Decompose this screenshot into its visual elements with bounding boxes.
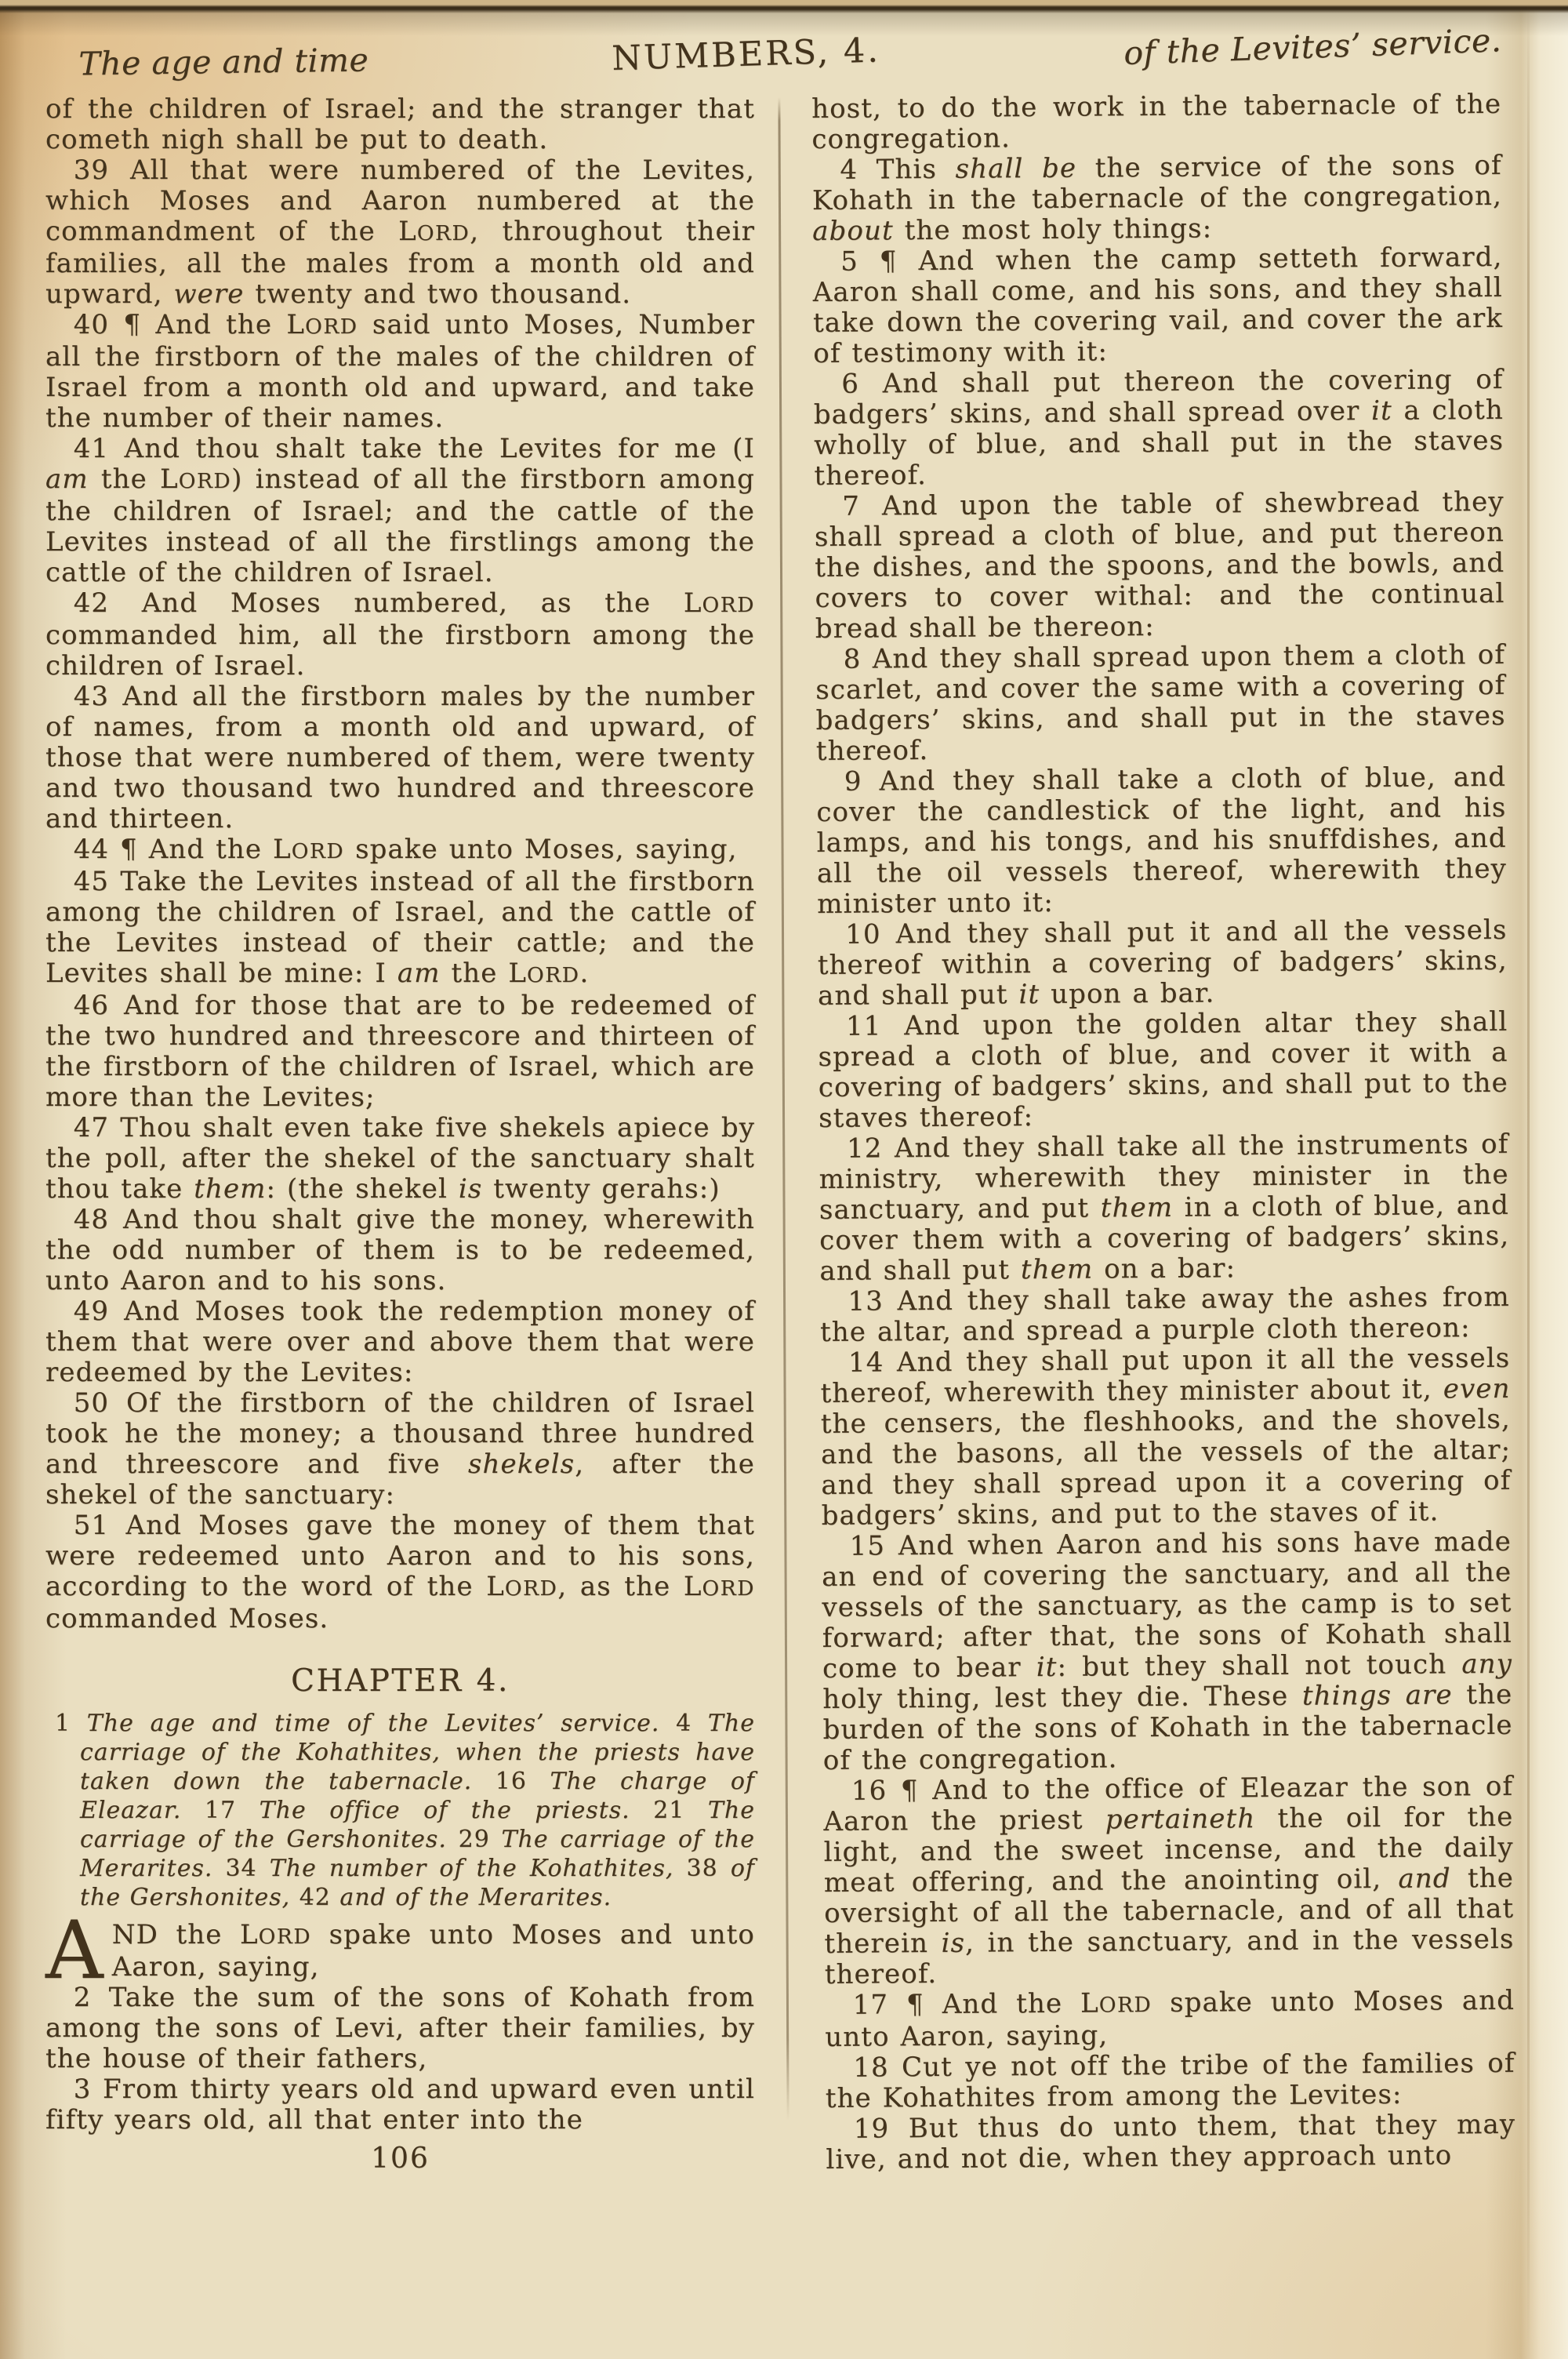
- verse-paragraph: 7 And upon the table of shewbread they shall spread a cloth of blue, and put thereon the dishes, and the spoons, and the bowls, and covers to cover withal: and the continual bread shall be thereon:: [814, 485, 1505, 645]
- verse-paragraph: 11 And upon the golden altar they shall spread a cloth of blue, and cover it with a covering of badgers’ skins, and shall put to the staves thereof:: [818, 1005, 1508, 1134]
- verse-paragraph: 42 And Moses numbered, as the LORD commanded him, all the firstborn among the children of Israel.: [45, 587, 755, 682]
- verse-paragraph: 49 And Moses took the redemption money of them that were over and above them that were redeemed by the Levites:: [45, 1296, 755, 1388]
- verse-paragraph: 40 ¶ And the LORD said unto Moses, Number all the firstborn of the males of the children of Israel from a month old and upward, and take the number of their names.: [45, 309, 755, 434]
- running-head-left: The age and time: [78, 41, 369, 83]
- verses-numbers3: [45, 94, 755, 1634]
- verses-numbers4-cont: [811, 89, 1516, 2175]
- verse-paragraph: 5 ¶ And when the camp setteth forward, Aaron shall come, and his sons, and they shall take down the covering vail, and cover the ark of testimony with it:: [812, 241, 1504, 369]
- verse-paragraph: 45 Take the Levites instead of all the firstborn among the children of Israel, and the cattle of the Levites instead of their cattle; and the Levites shall be mine: I am the LORD.: [45, 866, 755, 989]
- right-column: [811, 89, 1516, 2175]
- chapter-heading: CHAPTER 4.: [291, 1663, 510, 1699]
- verse-paragraph: 48 And thou shalt give the money, wherewith the odd number of them is to be redeemed, unto Aaron and to his sons.: [45, 1204, 755, 1296]
- verse-paragraph: 44 ¶ And the LORD spake unto Moses, saying,: [73, 834, 738, 865]
- verse-paragraph: 17 ¶ And the LORD spake unto Moses and unto Aaron, saying,: [825, 1984, 1515, 2053]
- page-number: 106: [371, 2143, 430, 2175]
- verse-paragraph: 47 Thou shalt even take five shekels apiece by the poll, after the shekel of the sanctuary shalt thou take them: (the shekel is twenty gerahs:): [45, 1112, 755, 1205]
- verse-paragraph: 16 ¶ And to the office of Eleazar the son of Aaron the priest pertaineth the oil for the light, and the sweet incense, and the daily meat offering, and the anointing oil, and the oversight of all the tabernacle, and of all that therein is, in the sanctuary, and in the vessels thereof.: [823, 1770, 1515, 1990]
- chapter-summary: 1 The age and time of the Levites’ service. 4 The carriage of the Kohathites, when the priests have taken down the tabernacle. 16 The charge of Eleazar. 17 The office of the priests. 21 The carriage of the Gershonites. 29 The carriage of the Merarites. 34 The number of the Kohathites, 38 of the Gershonites, 42 and of the Merarites.: [55, 1710, 756, 1911]
- verse-paragraph: 39 All that were numbered of the Levites, which Moses and Aaron numbered at the commandment of the LORD, throughout their families, all the males from a month old and upward, were twenty and two thousand.: [45, 154, 755, 310]
- drop-cap: A: [45, 1904, 104, 1997]
- verse-paragraph: 50 Of the firstborn of the children of Israel took he the money; a thousand three hundred and threescore and five shekels, after the shekel of the sanctuary:: [45, 1387, 755, 1510]
- verse-paragraph: AND the LORD spake unto Moses and unto Aaron, saying,: [45, 1904, 755, 1997]
- verse-paragraph: 14 And they shall put upon it all the vessels thereof, wherewith they minister about it, even the censers, the fleshhooks, and the shovels, and the basons, all the vessels of the altar; and they shall spread upon it a covering of badgers’ skins, and put to the staves of it.: [820, 1342, 1512, 1532]
- verse-paragraph: of the children of Israel; and the stranger that cometh nigh shall be put to death.: [45, 93, 755, 155]
- verse-paragraph: 3 From thirty years old and upward even until fifty years old, all that enter into the: [45, 2074, 755, 2135]
- verse-paragraph: 10 And they shall put it and all the vessels thereof within a covering of badgers’ skins, and shall put it upon a bar.: [817, 914, 1508, 1012]
- running-head-right: of the Levites’ service.: [1123, 21, 1502, 72]
- verse-paragraph: 51 And Moses gave the money of them that were redeemed unto Aaron and to his sons, according to the word of the LORD, as the LORD commanded Moses.: [45, 1510, 756, 1634]
- verse-paragraph: 6 And shall put thereon the covering of badgers’ skins, and shall spread over it a cloth wholly of blue, and shall put in the staves thereof.: [813, 363, 1504, 492]
- running-header: [0, 0, 1568, 85]
- running-head-book-chapter: NUMBERS, 4.: [611, 31, 881, 79]
- verse-paragraph: host, to do the work in the tabernacle of the congregation.: [811, 88, 1502, 155]
- verse-paragraph: 4 This shall be the service of the sons of Kohath in the tabernacle of the congregation, about the most holy things:: [811, 149, 1503, 247]
- column-divider-rule: [778, 97, 789, 2121]
- verse-paragraph: 18 Cut ye not off the tribe of the families of the Kohathites from among the Levites:: [825, 2047, 1515, 2114]
- verse-paragraph: 9 And they shall take a cloth of blue, and cover the candlestick of the light, and his lamps, and his tongs, and his snuffdishes, and all the oil vessels thereof, wherewith they minister unto it:: [816, 761, 1508, 920]
- verse-paragraph: 8 And they shall spread upon them a cloth of scarlet, and cover the same with a covering of badgers’ skins, and shall put in the staves thereof.: [815, 638, 1506, 767]
- verse-paragraph: 13 And they shall take away the ashes from the altar, and spread a purple cloth thereon:: [819, 1281, 1510, 1348]
- left-column: [45, 94, 755, 2175]
- verse-paragraph: 12 And they shall take all the instruments of ministry, wherewith they minister in the sanctuary, and put them in a cloth of blue, and cover them with a covering of badgers’ skins, and shall put them on a bar:: [818, 1128, 1510, 1287]
- verse-paragraph: 2 Take the sum of the sons of Kohath from among the sons of Levi, after their families, by the house of their fathers,: [45, 1982, 755, 2074]
- verse-paragraph: 43 And all the firstborn males by the number of names, from a month old and upward, of those that were numbered of them, were twenty and two thousand two hundred and threescore and thirteen.: [45, 681, 755, 834]
- page-body: [0, 74, 1568, 2175]
- verses-numbers4-start: [45, 1904, 755, 2135]
- verse-paragraph: 19 But thus do unto them, that they may live, and not die, when they approach unto: [826, 2108, 1516, 2175]
- verse-paragraph: 15 And when Aaron and his sons have made an end of covering the sanctuary, and all the vessels of the sanctuary, as the camp is to set forward; after that, the sons of Kohath shall come to bear it: but they shall not touch any holy thing, lest they die. These things are the burden of the sons of Kohath in the tabernacle of the congregation.: [822, 1525, 1513, 1776]
- verse-paragraph: 46 And for those that are to be redeemed of the two hundred and threescore and thirteen of the firstborn of the children of Israel, which are more than the Levites;: [45, 990, 755, 1113]
- verse-paragraph: 41 And thou shalt take the Levites for me (I am the LORD) instead of all the firstborn among the children of Israel; and the cattle of the Levites instead of all the firstlings among the cattle of the children of Israel.: [45, 433, 756, 588]
